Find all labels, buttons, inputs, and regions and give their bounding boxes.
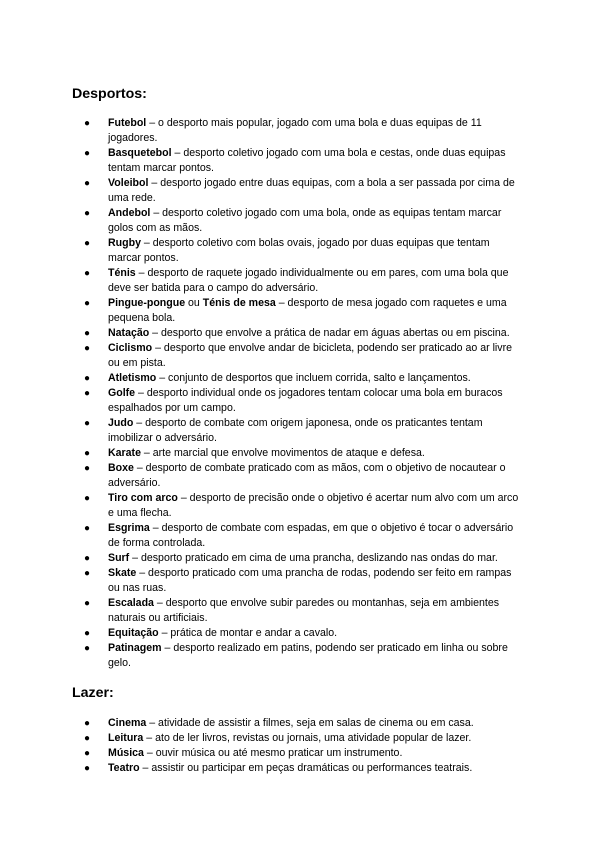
item-term: Música: [108, 747, 144, 759]
item-term: Escalada: [108, 597, 154, 609]
section-title-lazer: Lazer:: [72, 685, 114, 701]
item-description: – desporto praticado com uma prancha de rodas, podendo ser feito em rampas ou nas ruas.: [108, 567, 512, 594]
bullet-icon: ●: [84, 523, 91, 534]
item-term: Equitação: [108, 627, 159, 639]
item-description: – desporto de mesa jogado com raquetes e uma pequena bola.: [108, 297, 507, 324]
list-item: [84, 716, 520, 731]
list-item: [84, 146, 520, 176]
list-item: [84, 641, 520, 671]
bullet-icon: ●: [84, 718, 91, 729]
bullet-icon: ●: [84, 733, 91, 744]
list-item: [84, 566, 520, 596]
item-description: – desporto que envolve andar de bicicleta, podendo ser praticado ao ar livre ou em pista.: [108, 342, 512, 369]
bullet-icon: ●: [84, 268, 91, 279]
bullet-icon: ●: [84, 553, 91, 564]
bullet-icon: ●: [84, 598, 91, 609]
item-term-alt: Ténis de mesa: [202, 297, 276, 309]
list-item: [84, 266, 520, 296]
list-item: [84, 731, 520, 746]
item-description: – atividade de assistir a filmes, seja em salas de cinema ou em casa.: [146, 717, 474, 729]
item-term: Karate: [108, 447, 141, 459]
item-description: – assistir ou participar em peças dramáticas ou performances teatrais.: [139, 762, 473, 774]
item-term: Leitura: [108, 732, 144, 744]
bullet-icon: ●: [84, 628, 91, 639]
bullet-icon: ●: [84, 373, 91, 384]
bullet-icon: ●: [84, 568, 91, 579]
item-term: Tiro com arco: [108, 492, 178, 504]
item-description: – conjunto de desportos que incluem corrida, salto e lançamentos.: [156, 372, 471, 384]
item-description: – desporto de combate praticado com as mãos, com o objetivo de nocautear o adversário.: [108, 462, 506, 489]
list-item: [84, 176, 520, 206]
list-item: [84, 491, 520, 521]
item-term: Surf: [108, 552, 130, 564]
item-term: Esgrima: [108, 522, 150, 534]
list-item: [84, 326, 520, 341]
bullet-icon: ●: [84, 448, 91, 459]
list-item: [84, 206, 520, 236]
item-description: – desporto individual onde os jogadores tentam colocar uma bola em buracos espalhados por um campo.: [108, 387, 503, 414]
list-item: [84, 551, 520, 566]
item-description: – desporto praticado em cima de uma prancha, deslizando nas ondas do mar.: [129, 552, 498, 564]
item-description: – desporto que envolve a prática de nadar em águas abertas ou em piscina.: [149, 327, 510, 339]
item-term: Ciclismo: [108, 342, 153, 354]
list-item: [84, 626, 520, 641]
bullet-icon: ●: [84, 388, 91, 399]
item-term: Boxe: [108, 462, 134, 474]
item-description: – prática de montar e andar a cavalo.: [158, 627, 338, 639]
item-description: – o desporto mais popular, jogado com uma bola e duas equipas de 11 jogadores.: [108, 117, 482, 144]
item-term: Skate: [108, 567, 137, 579]
list-item: [84, 761, 520, 776]
item-description: – ato de ler livros, revistas ou jornais, uma atividade popular de lazer.: [143, 732, 472, 744]
item-description: – desporto coletivo jogado com uma bola e cestas, onde duas equipas tentam marcar pontos.: [108, 147, 506, 174]
item-description: – desporto de raquete jogado individualmente ou em pares, com uma bola que deve ser batida para o campo do adversário.: [108, 267, 509, 294]
list-item: [84, 596, 520, 626]
list-desportos: [84, 116, 520, 671]
item-term: Andebol: [108, 207, 151, 219]
bullet-icon: ●: [84, 418, 91, 429]
item-term: Basquetebol: [108, 147, 172, 159]
list-item: [84, 386, 520, 416]
bullet-icon: ●: [84, 643, 91, 654]
item-description: – desporto de combate com origem japonesa, onde os praticantes tentam imobilizar o adversário.: [108, 417, 483, 444]
list-item: [84, 116, 520, 146]
bullet-icon: ●: [84, 343, 91, 354]
item-description: – desporto coletivo jogado com uma bola, onde as equipas tentam marcar golos com as mãos.: [108, 207, 502, 234]
list-item: [84, 341, 520, 371]
list-item: [84, 461, 520, 491]
item-term: Judo: [108, 417, 134, 429]
bullet-icon: ●: [84, 328, 91, 339]
bullet-icon: ●: [84, 178, 91, 189]
item-term: Ténis: [108, 267, 136, 279]
item-term: Atletismo: [108, 372, 157, 384]
item-term: Natação: [108, 327, 150, 339]
bullet-icon: ●: [84, 118, 91, 129]
item-description: – desporto que envolve subir paredes ou montanhas, seja em ambientes naturais ou artificiais.: [108, 597, 500, 624]
item-term: Pingue-pongue: [108, 297, 186, 309]
bullet-icon: ●: [84, 493, 91, 504]
list-item: [84, 371, 520, 386]
bullet-icon: ●: [84, 208, 91, 219]
item-description: – desporto de precisão onde o objetivo é acertar num alvo com um arco e uma flecha.: [108, 492, 519, 519]
section-title-desportos: Desportos:: [72, 86, 147, 102]
item-description: – desporto jogado entre duas equipas, com a bola a ser passada por cima de uma rede.: [108, 177, 515, 204]
item-connector: ou: [185, 297, 203, 309]
list-item: [84, 746, 520, 761]
list-item: [84, 446, 520, 461]
item-description: – desporto coletivo com bolas ovais, jogado por duas equipas que tentam marcar pontos.: [108, 237, 490, 264]
item-description: – desporto de combate com espadas, em que o objetivo é tocar o adversário de forma controlada.: [108, 522, 514, 549]
bullet-icon: ●: [84, 298, 91, 309]
item-term: Cinema: [108, 717, 147, 729]
item-term: Futebol: [108, 117, 147, 129]
item-description: – arte marcial que envolve movimentos de ataque e defesa.: [140, 447, 425, 459]
bullet-icon: ●: [84, 748, 91, 759]
list-lazer: [84, 716, 520, 776]
list-item: [84, 296, 520, 326]
item-term: Patinagem: [108, 642, 162, 654]
item-term: Rugby: [108, 237, 141, 249]
list-item: [84, 236, 520, 266]
bullet-icon: ●: [84, 148, 91, 159]
list-item: [84, 521, 520, 551]
bullet-icon: ●: [84, 463, 91, 474]
list-item: [84, 416, 520, 446]
item-term: Voleibol: [108, 177, 149, 189]
item-term: Golfe: [108, 387, 136, 399]
item-term: Teatro: [108, 762, 140, 774]
item-description: – desporto realizado em patins, podendo ser praticado em linha ou sobre gelo.: [108, 642, 508, 669]
bullet-icon: ●: [84, 238, 91, 249]
bullet-icon: ●: [84, 763, 91, 774]
item-description: – ouvir música ou até mesmo praticar um instrumento.: [143, 747, 403, 759]
